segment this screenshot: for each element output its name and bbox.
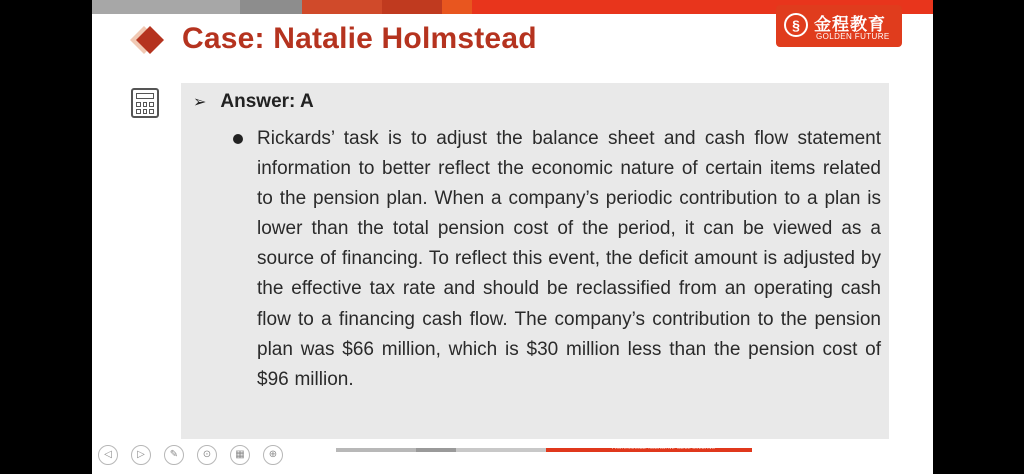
slides-icon: ▦	[235, 449, 245, 460]
laser-pointer-button[interactable]	[197, 445, 217, 465]
answer-label: Answer: A	[220, 91, 314, 112]
bullet-dot-icon	[233, 134, 243, 144]
previous-icon: ◁	[104, 449, 112, 460]
explanation-text: Rickards’ task is to adjust the balance sheet and cash flow statement information to better reflect the economic nature of certain items related to the pension plan. When a company’s periodic contribution to a plan is lower than the total pension cost of the period, it can be viewed as a source of financing. To reflect this event, the deficit amount is adjusted by the effective tax rate and should be reclassified from an operating cash flow to a financing cash flow. The company’s contribution to the pension plan was $66 million, which is $30 million less than the pension cost of $96 million.	[257, 128, 881, 390]
title-diamond-icon	[130, 20, 170, 60]
arrow-bullet-icon: ➢	[193, 94, 207, 111]
slides-overview-button[interactable]	[230, 445, 250, 465]
pen-icon: ✎	[169, 449, 179, 460]
next-slide-button[interactable]	[131, 445, 151, 465]
footer-tagline: PROFESSIONAL·INNOVATIVE·VALUE CREATING	[612, 445, 716, 450]
pen-tool-button[interactable]	[164, 445, 184, 465]
page-title: Case: Natalie Holmstead	[182, 22, 537, 55]
zoom-button[interactable]	[263, 445, 283, 465]
logo-emblem-icon: §	[784, 13, 808, 37]
footer-bar-dark	[416, 448, 456, 452]
zoom-icon: ⊕	[268, 449, 278, 460]
footer-bar-gray2	[456, 448, 546, 452]
logo-text-cn: 金程教育	[814, 15, 886, 34]
calculator-icon	[131, 88, 159, 118]
previous-slide-button[interactable]	[98, 445, 118, 465]
logo-text-en: GOLDEN FUTURE	[816, 32, 890, 41]
footer-bar-gray	[336, 448, 416, 452]
slide	[92, 0, 933, 474]
next-icon: ▷	[137, 449, 145, 460]
laser-pointer-icon: ⊙	[202, 449, 212, 460]
answer-panel	[181, 83, 889, 439]
answer-row	[193, 91, 314, 113]
brand-logo	[776, 5, 902, 47]
